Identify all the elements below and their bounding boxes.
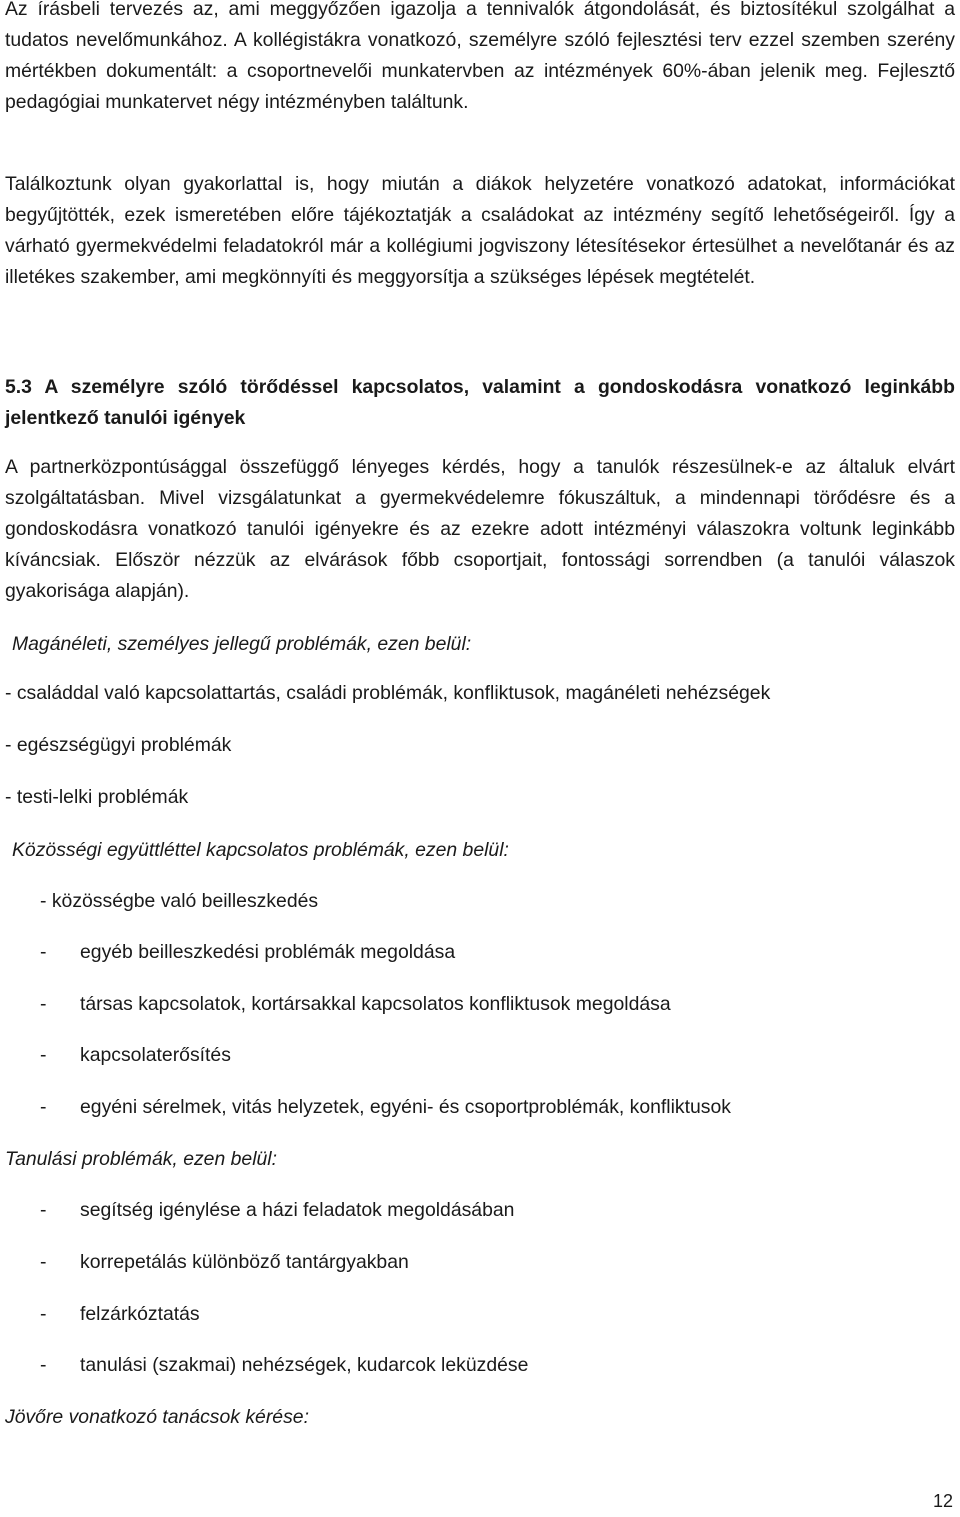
- list-dash: -: [40, 993, 47, 1015]
- list-dash: -: [40, 1354, 47, 1376]
- list-item-text: egyéni sérelmek, vitás helyzetek, egyéni- és csoportproblémák, konfliktusok: [80, 1096, 731, 1118]
- list-item-text: kapcsolaterősítés: [80, 1044, 231, 1066]
- list-item: - egészségügyi problémák: [5, 734, 232, 756]
- page-number: 12: [932, 1491, 953, 1511]
- section-heading: 5.3 A személyre szóló törődéssel kapcsolatos, valamint a gondoskodásra vonatkozó leginkább jelentkező tanulói igények: [5, 376, 955, 429]
- list-item-text: társas kapcsolatok, kortársakkal kapcsolatos konfliktusok megoldása: [80, 993, 671, 1015]
- list-item-text: korrepetálás különböző tantárgyakban: [80, 1251, 409, 1273]
- list-item: - testi-lelki problémák: [5, 786, 189, 808]
- paragraph-planning: Az írásbeli tervezés az, ami meggyőzően igazolja a tennivalók átgondolását, és biztosítékul szolgálhat a tudatos nevelőmunkához. A kollégistákra vonatkozó, személyre szóló fejlesztési terv ezzel szemben szerény mértékben dokumentált: a csoportnevelői munkatervben az intézmények 60%-ában jelenik meg. Fejlesztő pedagógiai munkatervet négy intézményben találtunk.: [5, 0, 955, 113]
- list-dash: -: [40, 941, 47, 963]
- list-dash: -: [40, 1044, 47, 1066]
- list-item: - közösségbe való beilleszkedés: [40, 890, 319, 912]
- list-dash: -: [40, 1303, 47, 1325]
- list-item-text: felzárkóztatás: [80, 1303, 200, 1325]
- paragraph-practice: Találkoztunk olyan gyakorlattal is, hogy miután a diákok helyzetére vonatkozó adatokat, információkat begyűjtötték, ezek ismeretében előre tájékoztatják a családokat az intézmény segítő lehetőségeiről. Így a várható gyermekvédelmi feladatokról már a kollégiumi jogviszony létesítésekor értesülhet a nevelőtanár és az illetékes szakember, ami megkönnyíti és meggyorsítja a szükséges lépések megtételét.: [5, 173, 955, 288]
- paragraph-partner-focus: A partnerközpontúsággal összefüggő lényeges kérdés, hogy a tanulók részesülnek-e az általuk elvárt szolgáltatásban. Mivel vizsgálatunkat a gyermekvédelemre fókuszáltuk, a mindennapi törődésre és a gondoskodásra vonatkozó tanulói igényekre és az ezekre adott intézményi válaszokra voltunk leginkább kíváncsiak. Először nézzük az elvárások főbb csoportjait, fontossági sorrendben (a tanulói válaszok gyakorisága alapján).: [5, 456, 955, 602]
- list-item-text: egyéb beilleszkedési problémák megoldása: [80, 941, 456, 963]
- list-dash: -: [40, 1199, 47, 1221]
- subheading-future-advice: Jövőre vonatkozó tanácsok kérése:: [5, 1406, 309, 1428]
- subheading-community-problems: Közösségi együttléttel kapcsolatos problémák, ezen belül:: [12, 839, 509, 861]
- subheading-personal-problems: Magánéleti, személyes jellegű problémák, ezen belül:: [12, 633, 472, 655]
- list-item: - családdal való kapcsolattartás, családi problémák, konfliktusok, magánéleti nehézségek: [5, 682, 771, 704]
- list-dash: -: [40, 1096, 47, 1118]
- list-dash: -: [40, 1251, 47, 1273]
- subheading-learning-problems: Tanulási problémák, ezen belül:: [5, 1148, 277, 1170]
- list-item-text: segítség igénylése a házi feladatok megoldásában: [80, 1199, 515, 1221]
- list-item-text: tanulási (szakmai) nehézségek, kudarcok leküzdése: [80, 1354, 529, 1376]
